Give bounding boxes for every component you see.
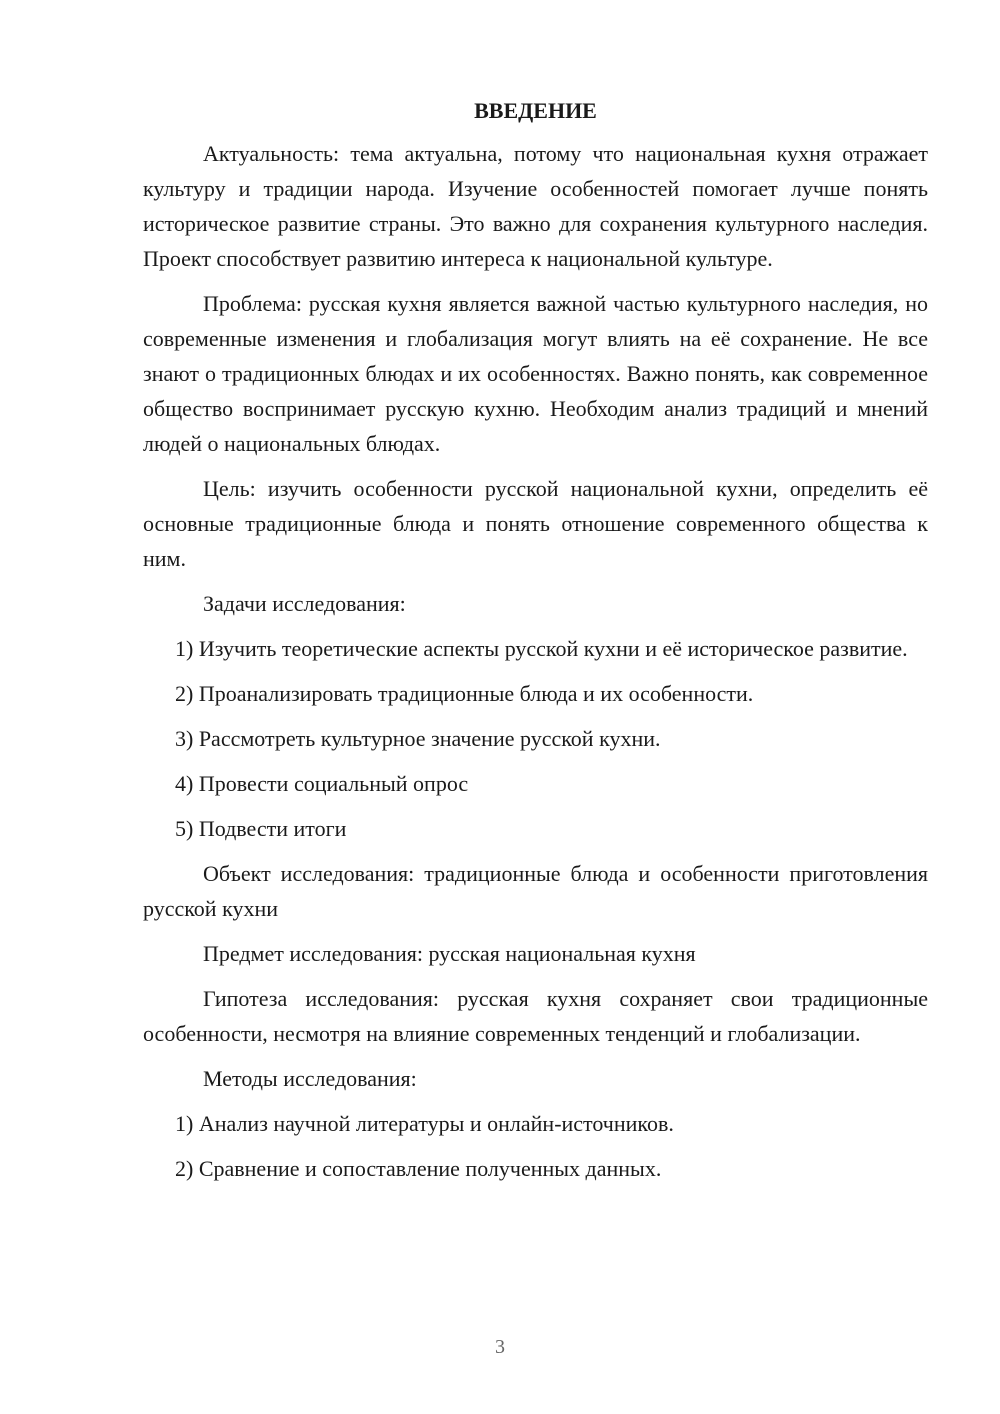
tasks-list bbox=[143, 631, 928, 846]
document-page bbox=[143, 96, 928, 1196]
task-item: 1) Изучить теоретические аспекты русской кухни и её историческое развитие. bbox=[175, 636, 908, 661]
task-item: 5) Подвести итоги bbox=[175, 816, 347, 841]
object-paragraph: Объект исследования: традиционные блюда и особенности приготовления русской кухни bbox=[143, 861, 928, 921]
goal-paragraph: Цель: изучить особенности русской национальной кухни, определить её основные традиционные блюда и понять отношение современного общества к ним. bbox=[143, 476, 928, 571]
problem-paragraph: Проблема: русская кухня является важной частью культурного наследия, но современные изменения и глобализация могут влиять на её сохранение. Не все знают о традиционных блюдах и их особенностях. Важно понять, как современное общество воспринимает русскую кухню. Необходим анализ традиций и мнений людей о национальных блюдах. bbox=[143, 291, 928, 456]
method-item: 2) Сравнение и сопоставление полученных данных. bbox=[175, 1156, 662, 1181]
task-item: 2) Проанализировать традиционные блюда и их особенности. bbox=[175, 681, 754, 706]
subject-paragraph: Предмет исследования: русская национальная кухня bbox=[203, 941, 696, 966]
methods-list bbox=[143, 1106, 928, 1186]
task-item: 4) Провести социальный опрос bbox=[175, 771, 469, 796]
task-item: 3) Рассмотреть культурное значение русской кухни. bbox=[175, 726, 661, 751]
tasks-heading: Задачи исследования: bbox=[203, 591, 406, 616]
relevance-paragraph: Актуальность: тема актуальна, потому что национальная кухня отражает культуру и традиции народа. Изучение особенностей помогает лучше понять историческое развитие страны. Это важно для сохранения культурного наследия. Проект способствует развитию интереса к национальной культуре. bbox=[143, 141, 928, 271]
method-item: 1) Анализ научной литературы и онлайн-источников. bbox=[175, 1111, 674, 1136]
hypothesis-paragraph: Гипотеза исследования: русская кухня сохраняет свои традиционные особенности, несмотря на влияние современных тенденций и глобализации. bbox=[143, 986, 928, 1046]
methods-heading: Методы исследования: bbox=[203, 1066, 417, 1091]
section-heading: ВВЕДЕНИЕ bbox=[474, 98, 597, 123]
page-number: 3 bbox=[495, 1336, 505, 1358]
